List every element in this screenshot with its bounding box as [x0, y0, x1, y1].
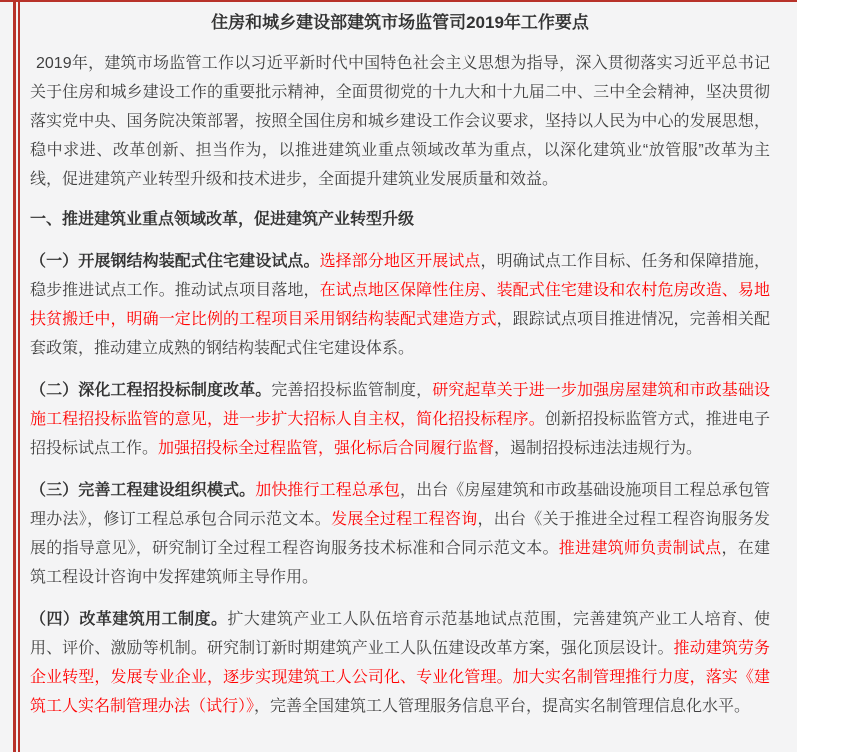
- item-paragraph-3: [30, 476, 770, 592]
- text-segment-red: 推动建筑劳务企业转型，发展专业企业，逐步实现建筑工人公司化、专业化管理。加大实名制管理推行力度，落实《建筑工人实名制管理办法（试行）》: [30, 640, 770, 715]
- section-heading: 一、推进建筑业重点领域改革，促进建筑产业转型升级: [30, 211, 415, 228]
- text-segment-red: 加快推行工程总承包: [255, 482, 401, 499]
- text-segment-red: 选择部分地区开展试点: [319, 253, 481, 270]
- text-segment-bold: （三）完善工程建设组织模式。: [30, 482, 256, 499]
- item-paragraph-1: [30, 247, 770, 363]
- text-segment-red: 研究起草关于进一步加强房屋建筑和市政基础设施工程招投标监管的意见，进一步扩大招标人自主权，简化招投标程序。: [30, 382, 770, 428]
- intro-paragraph: 2019年，建筑市场监管工作以习近平新时代中国特色社会主义思想为指导，深入贯彻落实习近平总书记关于住房和城乡建设工作的重要批示精神，全面贯彻党的十九大和十九届二中、三中全会精神，坚决贯彻落实党中央、国务院决策部署，按照全国住房和城乡建设工作会议要求，坚持以人民为中心的发展思想，稳中求进、改革创新、担当作为，以推进建筑业重点领域改革为重点，以深化建筑业“放管服”改革为主线，促进建筑产业转型升级和技术进步，全面提升建筑业发展质量和效益。: [30, 55, 770, 188]
- text-segment-red: 加强招投标全过程监管，强化标后合同履行监督: [158, 440, 495, 457]
- text-segment-bold: （二）深化工程招投标制度改革。: [30, 382, 272, 399]
- text-segment-red: 推进建筑师负责制试点: [558, 540, 722, 557]
- text-segment-plain: ，出台《关于推进全过程工程咨询服务发展的指导意见》，研究制订全过程工程咨询服务技术标准和合同示范文本。: [30, 511, 770, 557]
- text-segment-bold: （一）开展钢结构装配式住宅建设试点。: [30, 253, 320, 270]
- text-segment-red: 在试点地区保障性住房、装配式住宅建设和农村危房改造、易地扶贫搬迁中，明确一定比例的工程项目采用钢结构装配式建造方式: [30, 282, 770, 328]
- left-border-outer-rule: [13, 2, 16, 752]
- text-segment-plain: ，明确试点工作目标、任务和保障措施，稳步推进试点工作。推动试点项目落地，: [30, 253, 770, 299]
- text-segment-plain: ，遏制招投标违法违规行为。: [494, 440, 703, 457]
- text-segment-red: 发展全过程工程咨询: [331, 511, 478, 528]
- text-segment-plain: 创新招投标监管方式，推进电子招投标试点工作。: [30, 411, 770, 457]
- text-segment-plain: ，出台《房屋建筑和市政基础设施项目工程总承包管理办法》，修订工程总承包合同示范文本。: [30, 482, 770, 528]
- text-segment-plain: ，完善全国建筑工人管理服务信息平台，提高实名制管理信息化水平。: [254, 698, 751, 715]
- text-segment-plain: 扩大建筑产业工人队伍培育示范基地试点范围，完善建筑产业工人培育、使用、评价、激励等机制。研究制订新时期建筑产业工人队伍建设改革方案，强化顶层设计。: [30, 611, 770, 657]
- text-segment-bold: （四）改革建筑用工制度。: [30, 611, 228, 628]
- text-segment-plain: ，跟踪试点项目推进情况，完善相关配套政策，推动建立成熟的钢结构装配式住宅建设体系。: [30, 311, 770, 357]
- left-border-inner-rule: [18, 2, 20, 752]
- text-segment-plain: 完善招投标监管制度，: [271, 382, 433, 399]
- item-paragraph-2: [30, 376, 770, 463]
- document-title: 住房和城乡建设部建筑市场监管司2019年工作要点: [211, 13, 589, 32]
- text-segment-plain: ，在建筑工程设计咨询中发挥建筑师主导作用。: [30, 540, 770, 586]
- item-paragraph-4: [30, 605, 770, 721]
